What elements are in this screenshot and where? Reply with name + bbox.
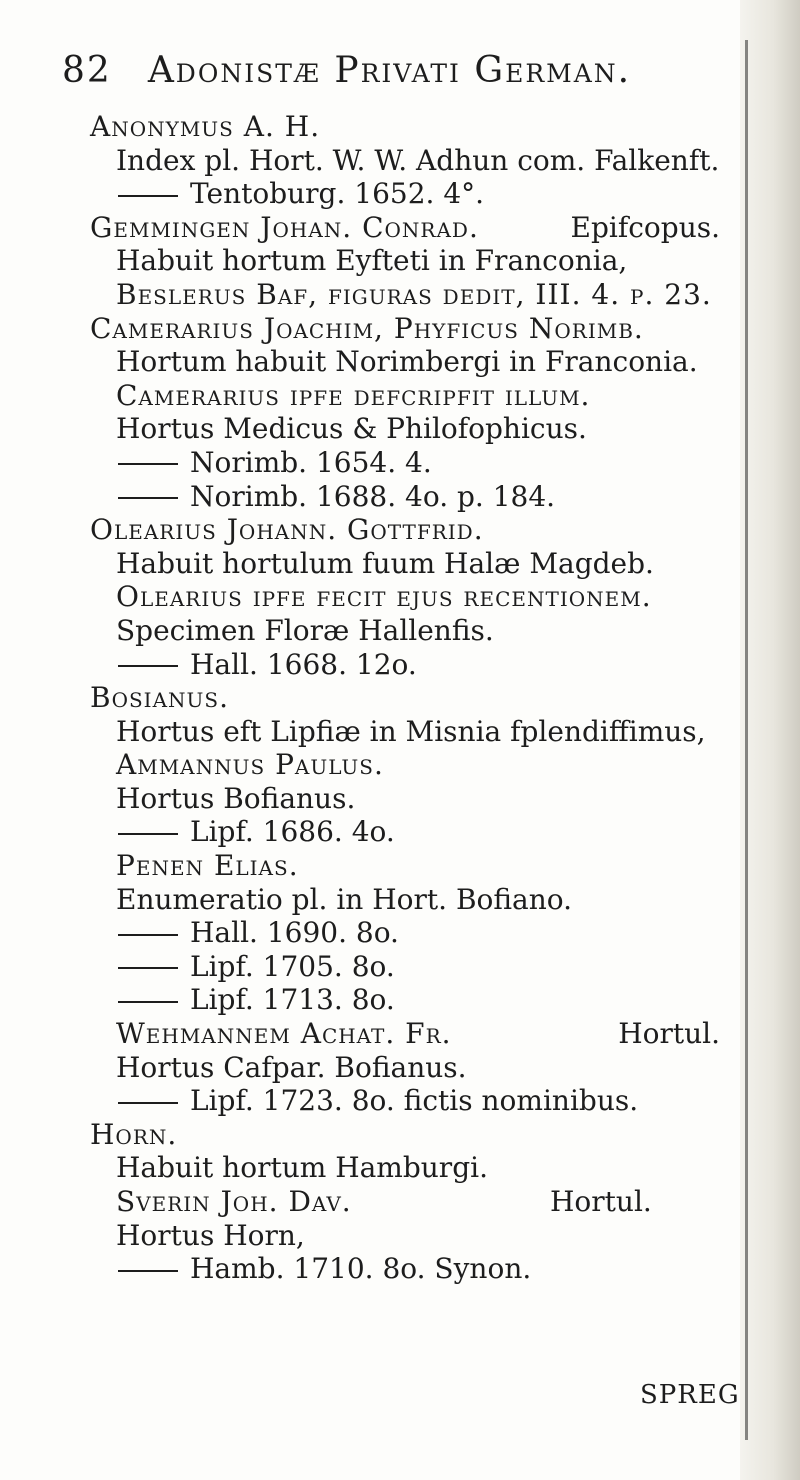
text-line	[90, 513, 770, 547]
text-line	[90, 110, 770, 144]
text-line	[90, 412, 770, 446]
line-text: Specimen Floræ Hallenfis.	[116, 613, 494, 647]
ditto-dash	[118, 195, 178, 197]
text-line	[90, 849, 770, 883]
ditto-dash	[118, 967, 178, 969]
text-line	[90, 883, 770, 917]
line-text: Lipf. 1686. 4o.	[190, 815, 395, 849]
text-line	[90, 950, 770, 984]
line-text: Norimb. 1688. 4o. p. 184.	[190, 479, 556, 513]
text-line	[90, 782, 770, 816]
text-line	[90, 480, 770, 514]
line-text: Hall. 1690. 8o.	[190, 916, 399, 950]
line-text: Beslerus Baf, figuras dedit, III. 4. p. 23.	[116, 277, 712, 311]
line-text: Hortus Cafpar. Bofianus.	[116, 1050, 467, 1084]
text-line	[90, 681, 770, 715]
text-line	[90, 648, 770, 682]
line-text: Index pl. Hort. W. W. Adhun com. Falkenft.	[116, 143, 720, 177]
text-line	[90, 916, 770, 950]
line-text: Lipf. 1705. 8o.	[190, 949, 395, 983]
ditto-dash	[118, 1270, 178, 1272]
line-text: Hortus Bofianus.	[116, 781, 356, 815]
text-line	[90, 1185, 770, 1219]
line-text: Enumeratio pl. in Hort. Bofiano.	[116, 882, 573, 916]
text-line	[90, 345, 770, 379]
running-head	[62, 50, 722, 91]
ditto-dash	[118, 1102, 178, 1104]
text-line	[90, 446, 770, 480]
ditto-dash	[118, 665, 178, 667]
line-text: Gemmingen Johan. Conrad.	[90, 210, 479, 244]
line-text: Tentoburg. 1652. 4°.	[190, 177, 485, 211]
line-text: Lipf. 1713. 8o.	[190, 983, 395, 1017]
ditto-dash	[118, 497, 178, 499]
line-text: Olearius ipfe fecit ejus recentionem.	[116, 580, 652, 614]
line-tail-text: Hortul.	[550, 1185, 652, 1218]
line-text: Wehmannem Achat. Fr.	[116, 1017, 452, 1051]
text-line	[90, 983, 770, 1017]
text-line	[90, 1051, 770, 1085]
line-right-text: Epifcopus.	[570, 210, 720, 244]
text-line	[90, 211, 770, 245]
line-text: Habuit hortum Hamburgi.	[116, 1151, 488, 1185]
text-line	[90, 244, 770, 278]
text-line	[90, 748, 770, 782]
line-text: Olearius Johann. Gottfrid.	[90, 513, 484, 547]
text-line	[90, 1017, 770, 1051]
ditto-dash	[118, 463, 178, 465]
page-title: Adonistæ Privati German.	[147, 50, 632, 91]
line-text: Horn.	[90, 1117, 178, 1151]
line-text: Penen Elias.	[116, 849, 299, 883]
text-body	[90, 110, 770, 1286]
line-text: Hortum habuit Norimbergi in Franconia.	[116, 345, 698, 379]
page-number: 82	[62, 50, 112, 91]
line-text: Camerarius Joachim, Phyficus Norimb.	[90, 311, 644, 345]
text-line	[90, 614, 770, 648]
catchword: SPREG	[640, 1380, 740, 1410]
text-line	[90, 1252, 770, 1286]
text-line	[90, 715, 770, 749]
text-line	[90, 815, 770, 849]
line-text: Hall. 1668. 12o.	[190, 647, 417, 681]
line-text: Anonymus A. H.	[90, 110, 321, 143]
line-text: Bosianus.	[90, 681, 229, 715]
text-line	[90, 1084, 770, 1118]
ditto-dash	[118, 1001, 178, 1003]
text-line	[90, 278, 770, 312]
line-text: Norimb. 1654. 4.	[190, 445, 432, 479]
line-text: Hamb. 1710. 8o. Synon.	[190, 1252, 532, 1286]
line-text: Hortus Medicus & Philofophicus.	[116, 412, 587, 446]
text-line	[90, 1219, 770, 1253]
text-line	[90, 547, 770, 581]
line-text: Habuit hortum Eyfteti in Franconia,	[116, 244, 628, 278]
text-line	[90, 312, 770, 346]
line-text: Ammannus Paulus.	[116, 748, 384, 782]
text-line	[90, 379, 770, 413]
line-text: Habuit hortulum fuum Halæ Magdeb.	[116, 546, 654, 580]
ditto-dash	[118, 934, 178, 936]
line-text: Hortus Horn,	[116, 1218, 305, 1252]
line-text: Lipf. 1723. 8o. fictis nominibus.	[190, 1084, 639, 1118]
line-text: Camerarius ipfe defcripfit illum.	[116, 378, 591, 412]
text-line	[90, 1151, 770, 1185]
line-text: Hortus eft Lipfiæ in Misnia fplendiffimus,	[116, 714, 706, 748]
line-text: Sverin Joh. Dav.	[116, 1185, 352, 1218]
text-line	[90, 580, 770, 614]
line-right-text: Hortul.	[618, 1017, 720, 1051]
text-line	[90, 144, 770, 178]
text-line	[90, 177, 770, 211]
ditto-dash	[118, 833, 178, 835]
text-line	[90, 1118, 770, 1152]
